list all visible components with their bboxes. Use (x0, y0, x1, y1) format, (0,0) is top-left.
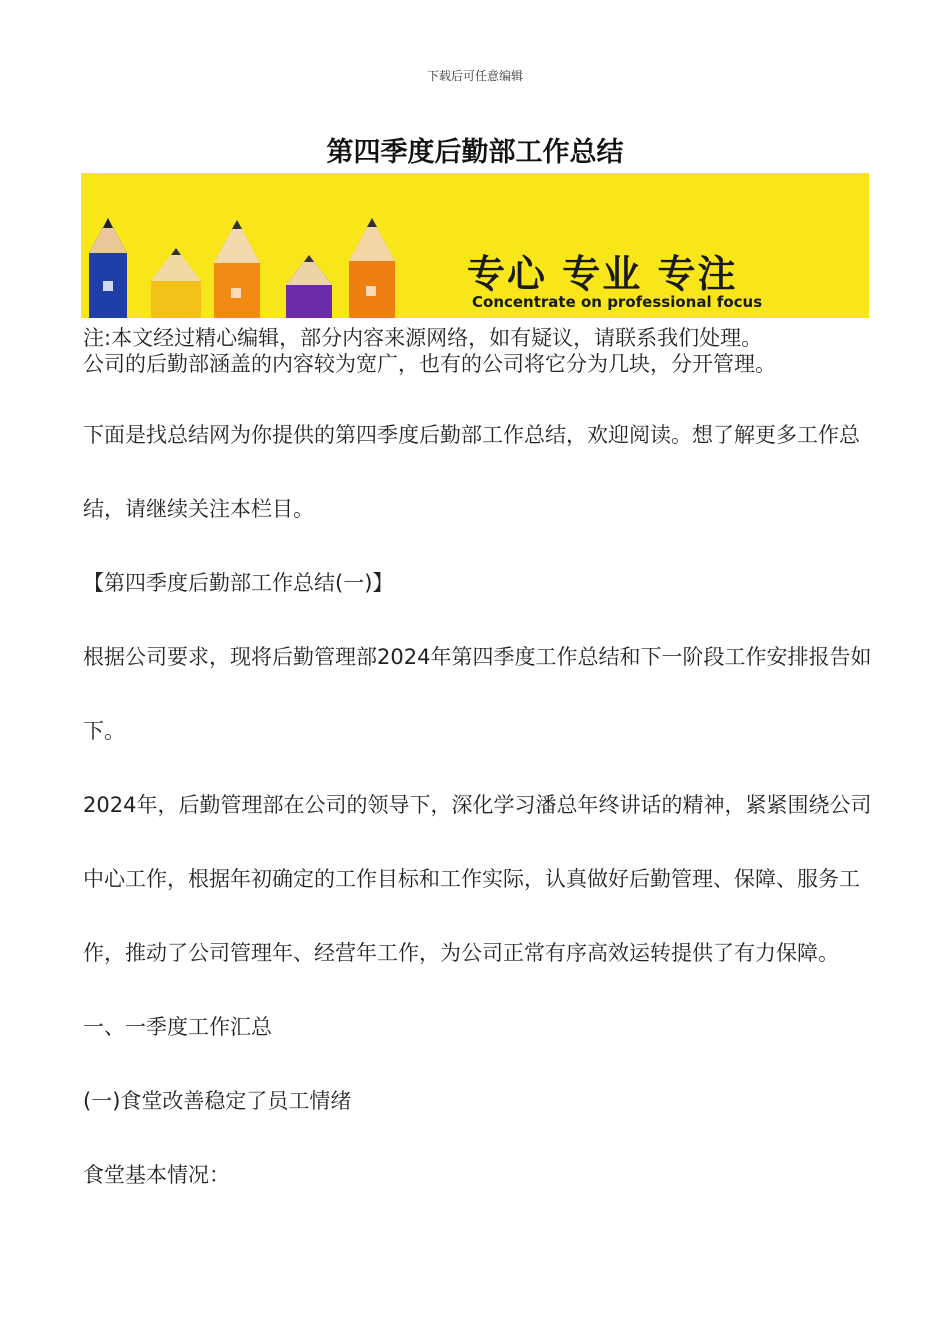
paragraph-2-text: 2024年，后勤管理部在公司的领导下，深化学习潘总年终讲话的精神，紧紧围绕公司中心工作，根据年初确定的工作目标和工作实际，认真做好后勤管理、保障、服务工作，推动了公司管理年、经营年工作，为公司正常有序高效运转提供了有力保障。 (83, 793, 872, 965)
editor-note: 注:本文经过精心编辑，部分内容来源网络，如有疑议，请联系我们处理。 (83, 326, 763, 350)
paragraph-1: 根据公司要求，现将后勤管理部2024年第四季度工作总结和下一阶段工作安排报告如下。 (83, 645, 872, 743)
banner-image (81, 173, 869, 318)
pencil-icon (349, 218, 395, 318)
banner-subtitle: Concentrate on professional focus (472, 293, 763, 311)
banner-slogan: 专心 专业 专注 (467, 252, 738, 296)
pencil-icon (89, 218, 127, 318)
pencil-icon (286, 255, 332, 318)
document-title: 第四季度后勤部工作总结 (326, 137, 624, 168)
paragraph-2 (83, 768, 883, 1064)
section-heading-1: 一、一季度工作汇总 (83, 1015, 272, 1039)
header-note: 下载后可任意编辑 (426, 69, 523, 83)
subsection-2: 食堂基本情况： (83, 1163, 230, 1187)
subsection-1: (一)食堂改善稳定了员工情绪 (83, 1089, 352, 1113)
intro-line: 公司的后勤部涵盖的内容较为宽广，也有的公司将它分为几块，分开管理。 (83, 352, 776, 376)
section-title: 【第四季度后勤部工作总结(一)】 (83, 571, 394, 595)
intro-paragraph: 下面是找总结网为你提供的第四季度后勤部工作总结，欢迎阅读。想了解更多工作总结，请继续关注本栏目。 (83, 423, 860, 521)
pencil-icon (151, 248, 201, 318)
pencil-icon (214, 220, 260, 318)
